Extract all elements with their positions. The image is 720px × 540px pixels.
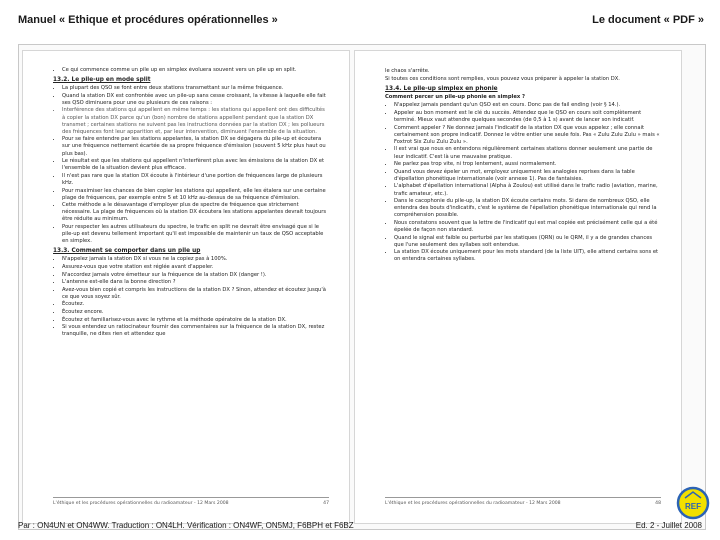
list-item: • Si vous entendez un ratiocinateur fournir des commentaires sur la fréquence de la station DX, restez tranquille, ne dites rien et attendez que xyxy=(62,324,329,338)
ref-logo xyxy=(676,486,710,520)
list-item: • Interférence des stations qui appellent en même temps : les stations qui appellent ont des difficultés à copier la station DX parce qu'un (bon) nombre de stations appellent pendant que la station DX transmet ; certaines stations ne suivent pas les instructions données par la station DX ; les pollueurs des fréquences font leur apparition et, par leur intervention, diminuent l'ensemble de la situation. xyxy=(62,107,329,135)
list-item: • Dans le cacophonie du pile-up, la station DX écoute certains mots. Si dans de nombreux QSO, elle entendra des bouts d'indicatifs, c'est le système de l'épellation phonétique internationale qui rend la compréhension possible. xyxy=(394,198,661,219)
list-item: • Pour maximiser les chances de bien copier les stations qui appellent, elle les étalera sur une certaine plage de fréquences, par exemple entre 5 et 10 kHz au-dessus de sa fréquence d'émission. xyxy=(62,188,329,202)
section-subheading: Comment percer un pile-up phonie en simplex ? xyxy=(385,94,525,101)
list-item: • Il est vrai que nous en entendons régulièrement certaines stations donner seulement une partie de leur indicatif. C'est là une mauvaise pratique. xyxy=(394,146,661,160)
list-item: • L'alphabet d'épellation international (Alpha à Zoulou) est utilisé dans le trafic radio (aviation, marine, trafic amateur, etc.). xyxy=(394,183,661,197)
list-item: • L'antenne est-elle dans la bonne direction ? xyxy=(62,279,329,286)
pdf-page-right[interactable] xyxy=(354,50,682,524)
intro-text: Si toutes ces conditions sont remplies, vous pouvez vous préparer à appeler la station DX. xyxy=(385,76,620,83)
pdf-page-left[interactable] xyxy=(22,50,350,524)
list-item: • La plupart des QSO se font entre deux stations transmettant sur la même fréquence. xyxy=(62,85,329,92)
page-number: 47 xyxy=(323,500,329,506)
section-heading-13-2: 13.2. Le pile-up en mode split xyxy=(53,77,151,84)
list-item: • Il n'est pas rare que la station DX écoute à l'intérieur d'une portion de fréquences large de plusieurs kHz. xyxy=(62,173,329,187)
list-item: • Avez-vous bien copié et compris les instructions de la station DX ? Sinon, attendez et écoutez jusqu'à ce que vous soyez sûr. xyxy=(62,287,329,301)
list-item: • Comment appeler ? Ne donnez jamais l'indicatif de la station DX que vous appelez ; elle connait certainement son propre indicatif. Donnez le vôtre entier une seule fois. Pas « Zulu Zulu Zulu » mais « Foxtrot Six Zulu Zulu Zulu ». xyxy=(394,125,661,146)
list-item: • Quand vous devez épeler un mot, employez uniquement les analogies reprises dans la table d'épellation phonétique internationale (voir annexe 1). Pas de fantaisies. xyxy=(394,169,661,183)
list-item: • Écoutez encore. xyxy=(62,309,329,316)
list-item: • Quand la station DX est confrontée avec un pile-up sans cesse croissant, la vitesse à laquelle elle fait ses QSO diminuera pour une ou plusieurs de ces raisons : xyxy=(62,93,329,107)
logo-text: REF xyxy=(685,502,701,511)
list-item: • Nous constatons souvent que la lettre de l'indicatif qui est mal copiée est précisément celle qui a été épelée de façon non standard. xyxy=(394,220,661,234)
section-heading-13-4: 13.4. Le pile-up simplex en phonie xyxy=(385,86,498,93)
page-footer-text: L'éthique et les procédures opérationnelles du radioamateur - 12 Mars 2008 xyxy=(53,500,229,506)
credits-text: Par : ON4UN et ON4WW. Traduction : ON4LH. Vérification : ON4WF, ON5MJ, F6BPH et F6BZ xyxy=(18,521,354,530)
list-item: • La station DX écoute uniquement pour les mots standard (de la liste UIT), elle attend certains sons et on entendra certaines syllabes. xyxy=(394,249,661,263)
list-item: • N'accordez jamais votre émetteur sur la fréquence de la station DX (danger !). xyxy=(62,272,329,279)
page-footer-text: L'éthique et les procédures opérationnelles du radioamateur - 12 Mars 2008 xyxy=(385,500,561,506)
list-item: • Écoutez. xyxy=(62,301,329,308)
list-item: • Pour se faire entendre par les stations appelantes, la station DX se dégagera du pile-up et écoutera sur une fréquence nettement écartée de sa propre fréquence d'émission (souvent 5 kHz plus haut ou plus bas). xyxy=(62,136,329,157)
page-footer xyxy=(385,497,661,507)
page-number: 48 xyxy=(655,500,661,506)
document-title: Manuel « Ethique et procédures opérationnelles » xyxy=(18,14,278,26)
format-title: Le document « PDF » xyxy=(592,14,704,26)
page-footer xyxy=(53,497,329,507)
list-item: • Quand le signal est faible ou perturbé par les statiques (QRN) ou le QRM, il y a de grandes chances que l'une seulement des syllabes soit entendue. xyxy=(394,235,661,249)
list-item: • N'appelez jamais la station DX si vous ne la copiez pas à 100%. xyxy=(62,256,329,263)
list-item: • Le résultat est que les stations qui appellent n'interfèrent plus avec les émissions de la station DX et l'ensemble de la situation devient plus efficace. xyxy=(62,158,329,172)
list-item: • Écoutez et familiarisez-vous avec le rythme et la méthode opératoire de la station DX. xyxy=(62,317,329,324)
intro-text: • Ce qui commence comme un pile up en simplex évoluera souvent vers un pile up en split. xyxy=(62,67,329,74)
list-item: • Cette méthode a le désavantage d'employer plus de spectre de fréquence que strictement nécessaire. La plage de fréquences où la station DX écoutera les stations appelantes devrait toujours être réduite au minimum. xyxy=(62,202,329,223)
intro-text: le chaos s'arrête. xyxy=(385,68,430,74)
list-item: • Pour respecter les autres utilisateurs du spectre, le trafic en split ne devrait être envisagé que si le pile-up est devenu tellement important qu'il est impossible de maintenir un taux de QSO acceptable en simplex. xyxy=(62,224,329,245)
edition-text: Ed. 2 - Juillet 2008 xyxy=(635,521,702,530)
list-item: • N'appelez jamais pendant qu'un QSO est en cours. Donc pas de fail ending (voir § 14.). xyxy=(394,102,661,109)
list-item: • Ne parlez pas trop vite, ni trop lentement, aussi normalement. xyxy=(394,161,661,168)
list-item: • Appeler au bon moment est le clé du succès. Attendez que le QSO en cours soit complètement terminé. Mieux vaut attendre quelques secondes (de 0,5 à 1 s) avant de lancer son indicatif. xyxy=(394,110,661,124)
list-item: • Assurez-vous que votre station est réglée avant d'appeler. xyxy=(62,264,329,271)
section-heading-13-3: 13.3. Comment se comporter dans un pile up xyxy=(53,248,201,255)
